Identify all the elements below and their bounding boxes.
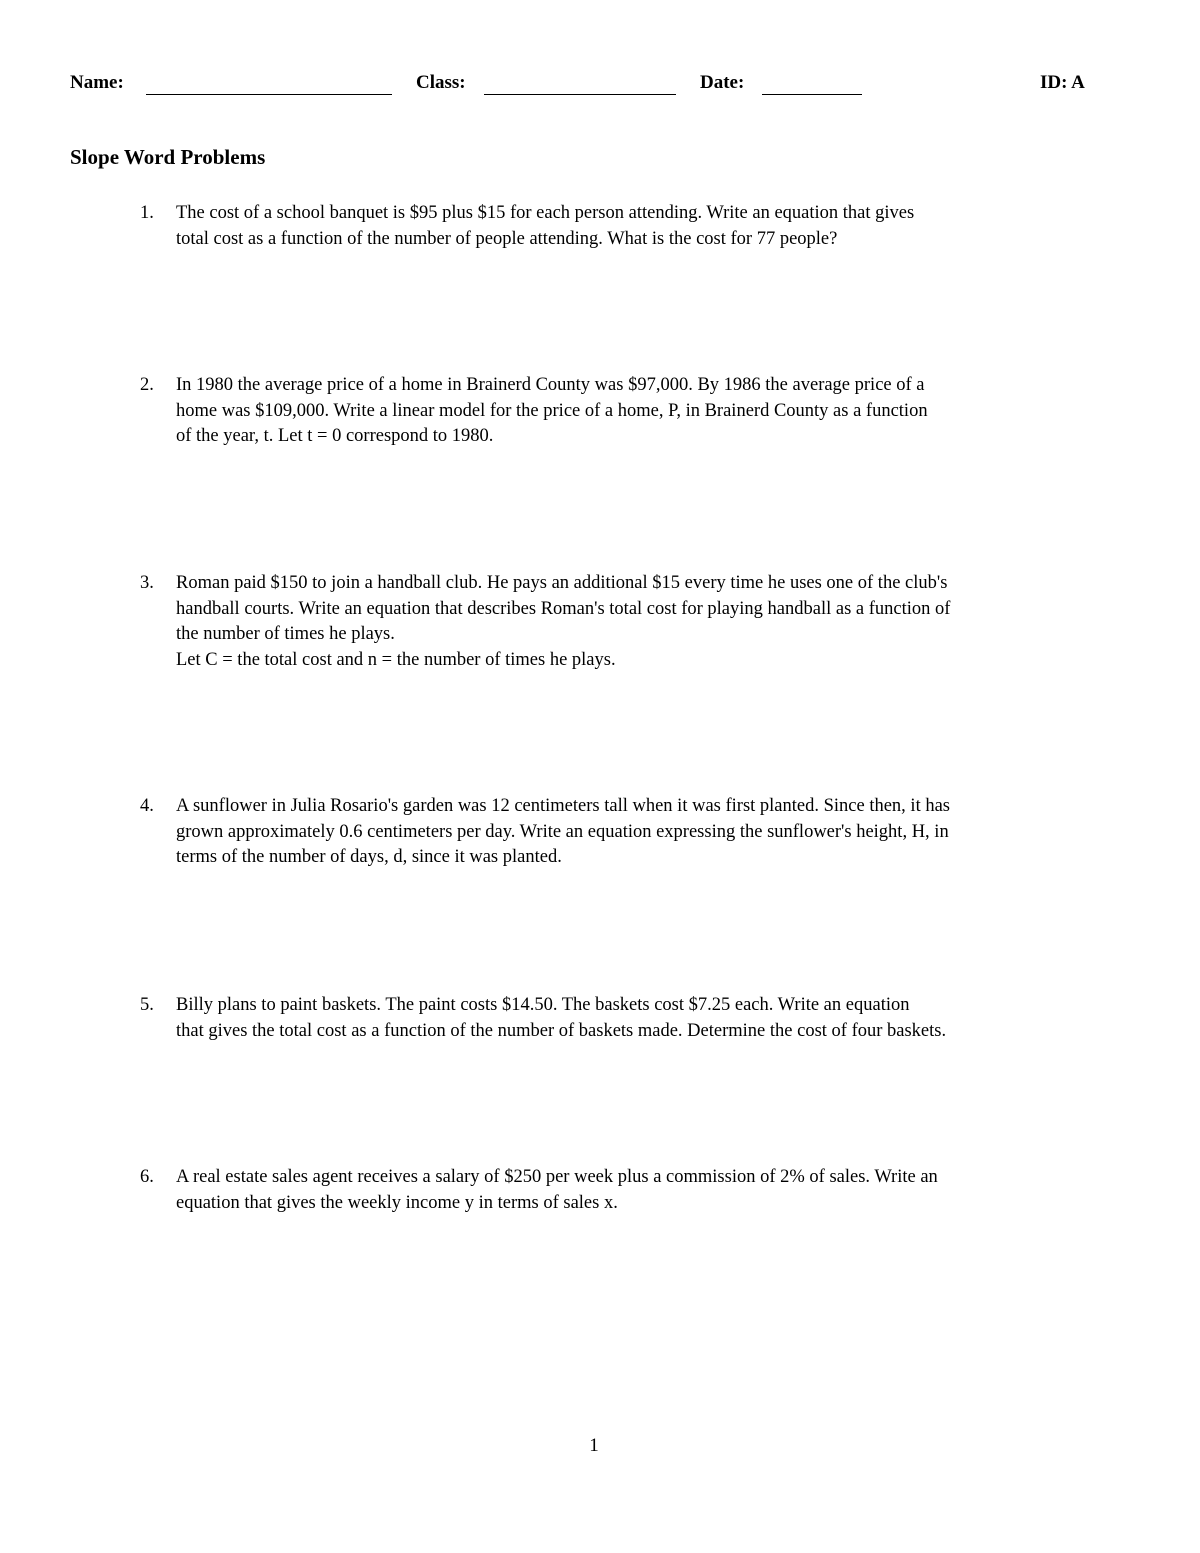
problem-line: total cost as a function of the number of people attending. What is the cost for 77 people? [176, 228, 838, 249]
date-blank [762, 94, 862, 95]
problem-text [176, 993, 1136, 1044]
problem-text [176, 571, 1136, 673]
problem-line: A sunflower in Julia Rosario's garden was 12 centimeters tall when it was first planted. Since then, it has [176, 796, 951, 816]
problem-line: the number of times he plays. [176, 624, 395, 644]
problem-text [176, 373, 1136, 450]
page-number: 1 [589, 1435, 599, 1456]
problem-text [176, 1165, 1136, 1216]
problem-number: 4. [140, 796, 154, 816]
problem-line: equation that gives the weekly income y in terms of sales x. [176, 1192, 618, 1213]
problem-line: home was $109,000. Write a linear model for the price of a home, P, in Brainerd County as a function [176, 400, 928, 421]
problem-number: 5. [140, 995, 154, 1015]
problem-number: 1. [140, 203, 154, 223]
problem-line: Roman paid $150 to join a handball club. He pays an additional $15 every time he uses one of the club's [176, 573, 948, 593]
id-label: ID: A [1040, 72, 1085, 93]
problem-line: Billy plans to paint baskets. The paint costs $14.50. The baskets cost $7.25 each. Write an equation [176, 995, 910, 1015]
problem-line: handball courts. Write an equation that describes Roman's total cost for playing handball as a function of [176, 598, 951, 619]
worksheet-title: Slope Word Problems [70, 145, 266, 169]
problem-line: terms of the number of days, d, since it was planted. [176, 847, 562, 867]
class-blank [484, 94, 676, 95]
problem-line: A real estate sales agent receives a salary of $250 per week plus a commission of 2% of sales. Write an [176, 1167, 938, 1187]
problem-line: that gives the total cost as a function of the number of baskets made. Determine the cost of four baskets. [176, 1020, 947, 1041]
problem-text [176, 794, 1136, 871]
problem-number: 3. [140, 573, 154, 593]
name-blank [146, 94, 392, 95]
problem-line: In 1980 the average price of a home in Brainerd County was $97,000. By 1986 the average price of a [176, 375, 925, 395]
problem-line: grown approximately 0.6 centimeters per day. Write an equation expressing the sunflower's height, H, in [176, 821, 949, 842]
problem-line: The cost of a school banquet is $95 plus $15 for each person attending. Write an equation that gives [176, 203, 915, 223]
problem-line: of the year, t. Let t = 0 correspond to 1980. [176, 426, 494, 446]
date-label: Date: [700, 72, 745, 93]
name-label: Name: [70, 72, 124, 93]
problem-text [176, 201, 1136, 252]
problem-number: 2. [140, 375, 154, 395]
header [70, 72, 1100, 100]
problem-number: 6. [140, 1167, 154, 1187]
problem-line: Let C = the total cost and n = the number of times he plays. [176, 649, 616, 670]
class-label: Class: [416, 72, 466, 93]
